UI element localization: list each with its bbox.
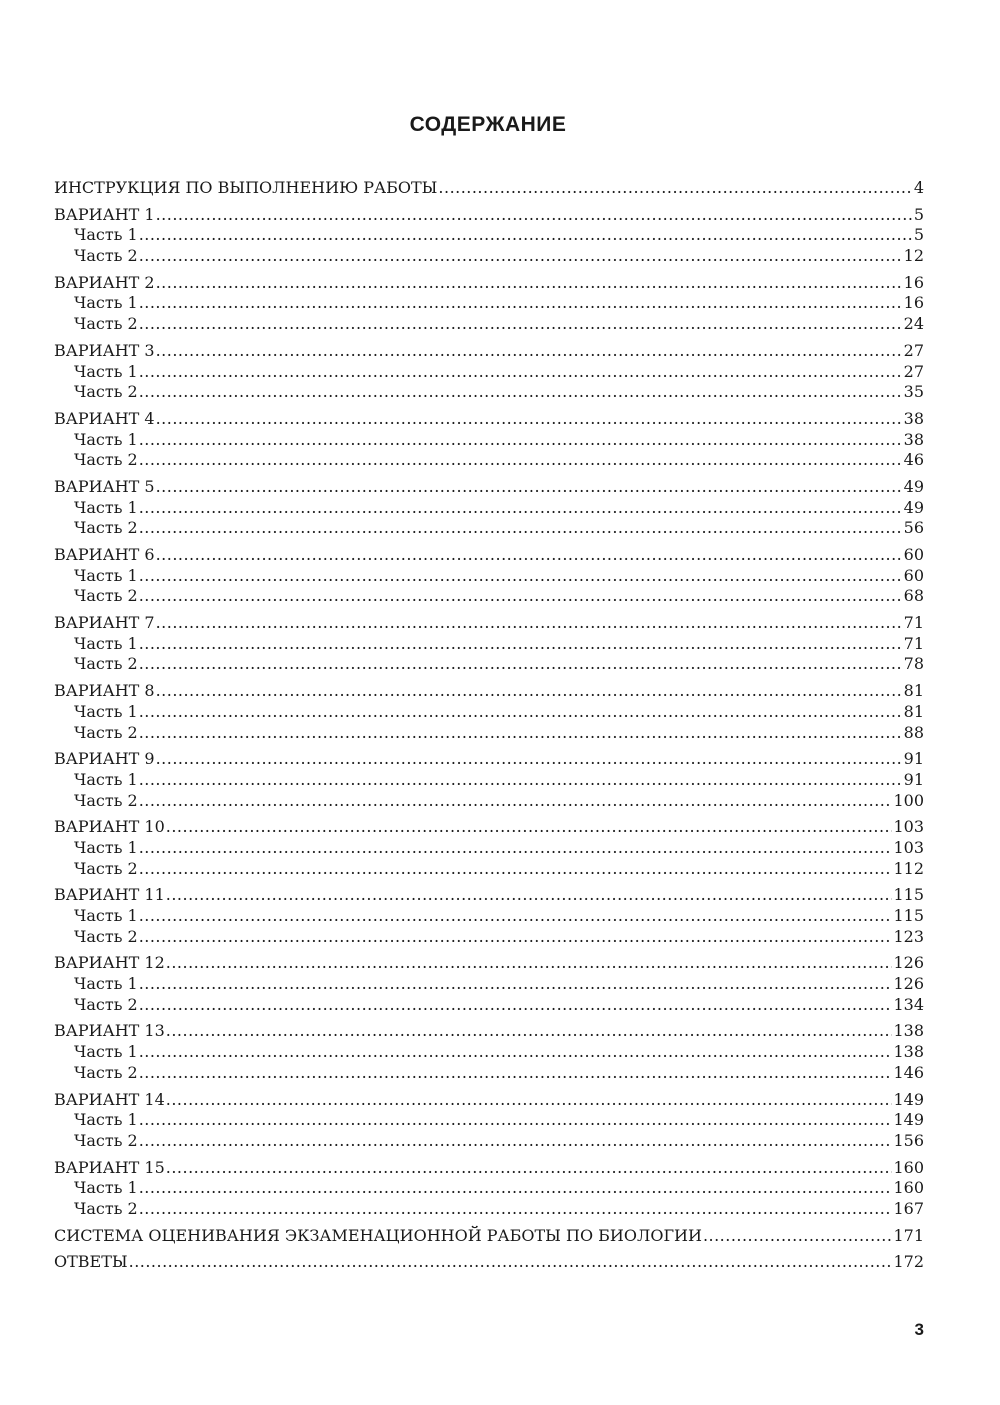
dot-leader [139,450,903,471]
toc-entry-page: 71 [903,613,924,633]
toc-entry-page: 35 [903,382,924,402]
toc-entry-label: ВАРИАНТ 14 [54,1089,165,1109]
dot-leader [139,566,903,587]
toc-entry-page: 46 [903,450,924,470]
toc-entry-page: 160 [893,1178,924,1198]
toc-entry-label: Часть 2 [74,1062,138,1082]
toc-entry-page: 126 [893,974,924,994]
toc-entry[interactable] [54,409,924,430]
toc-entry-label: Часть 1 [74,701,138,721]
dot-leader [139,225,913,246]
toc-entry-page: 146 [893,1062,924,1082]
dot-leader [139,723,903,744]
toc-entry-label: Часть 1 [74,1178,138,1198]
toc-entry-page: 112 [893,858,924,878]
toc-subentry[interactable] [54,1042,924,1063]
toc-entry[interactable] [54,178,924,199]
toc-entry-label: ОТВЕТЫ [54,1252,128,1272]
dot-leader [166,953,893,974]
toc-entry[interactable] [54,1158,924,1179]
toc-entry[interactable] [54,613,924,634]
toc-entry-page: 27 [903,361,924,381]
toc-entry-label: ВАРИАНТ 4 [54,408,155,428]
toc-entry-page: 100 [893,790,924,810]
toc-entry-page: 16 [903,272,924,292]
toc-entry-label: Часть 1 [74,497,138,517]
toc-subentry[interactable] [54,634,924,655]
toc-entry-label: ВАРИАНТ 7 [54,613,155,633]
toc-entry-page: 88 [903,722,924,742]
toc-entry[interactable] [54,681,924,702]
toc-subentry[interactable] [54,518,924,539]
toc-subentry[interactable] [54,450,924,471]
toc-entry[interactable] [54,749,924,770]
toc-subentry[interactable] [54,362,924,383]
toc-subentry[interactable] [54,1199,924,1220]
toc-entry-label: ВАРИАНТ 12 [54,953,165,973]
dot-leader [139,362,903,383]
toc-entry-page: 16 [903,293,924,313]
toc-entry-label: Часть 2 [74,518,138,538]
toc-entry-page: 81 [903,681,924,701]
toc-entry-label: ИНСТРУКЦИЯ ПО ВЫПОЛНЕНИЮ РАБОТЫ [54,178,438,197]
toc-entry-label: Часть 1 [74,1110,138,1130]
toc-entry-page: 138 [893,1042,924,1062]
toc-entry-page: 149 [893,1089,924,1109]
toc-entry[interactable] [54,205,924,226]
toc-entry-page: 160 [893,1157,924,1177]
dot-leader [139,859,893,880]
dot-leader [703,1226,892,1247]
toc-entry-page: 149 [893,1110,924,1130]
dot-leader [139,1199,893,1220]
toc-entry-page: 115 [893,885,924,905]
toc-entry[interactable] [54,1021,924,1042]
toc-subentry[interactable] [54,1063,924,1084]
toc-entry-label: Часть 2 [74,382,138,402]
dot-leader [156,681,903,702]
toc-entry-page: 4 [913,178,924,197]
toc-entry-label: ВАРИАНТ 6 [54,545,155,564]
toc-subentry[interactable] [54,246,924,267]
dot-leader [156,409,903,430]
dot-leader [156,477,903,498]
dot-leader [139,927,893,948]
dot-leader [139,654,903,675]
dot-leader [139,586,903,607]
toc-entry-page: 103 [893,817,924,837]
toc-subentry[interactable] [54,225,924,246]
toc-entry-page: 49 [903,497,924,517]
toc-subentry[interactable] [54,974,924,995]
toc-entry-page: 56 [903,518,924,538]
toc-entry-label: Часть 2 [74,722,138,742]
toc-subentry[interactable] [54,382,924,403]
dot-leader [139,791,893,812]
dot-leader [166,1021,893,1042]
toc-entry-page: 12 [903,246,924,266]
toc-entry-page: 172 [893,1252,924,1272]
toc-entry-page: 49 [903,476,924,496]
toc-entry-label: Часть 1 [74,225,138,245]
toc-entry-label: ВАРИАНТ 3 [54,340,155,360]
toc-entry-label: ВАРИАНТ 10 [54,817,165,837]
dot-leader [139,1042,893,1063]
toc-entry[interactable] [54,817,924,838]
toc-entry-label: Часть 2 [74,858,138,878]
toc-entry-label: Часть 1 [74,361,138,381]
toc-subentry[interactable] [54,770,924,791]
toc-entry-page: 71 [903,633,924,653]
dot-leader [139,246,903,267]
toc-entry[interactable] [54,1252,924,1273]
toc-subentry[interactable] [54,702,924,723]
toc-entry-label: Часть 1 [74,906,138,925]
toc-subentry[interactable] [54,723,924,744]
dot-leader [139,634,903,655]
toc-entry-label: Часть 1 [74,293,138,313]
toc-entry-page: 38 [903,429,924,449]
toc-entry-label: Часть 2 [74,926,138,946]
dot-leader [139,293,903,314]
page-title: СОДЕРЖАНИЕ [409,113,567,136]
toc-entry-label: Часть 2 [74,314,138,334]
toc-subentry[interactable] [54,586,924,607]
toc-subentry[interactable] [54,995,924,1016]
toc-subentry[interactable] [54,838,924,859]
toc-subentry[interactable] [54,654,924,675]
toc-subentry[interactable] [54,859,924,880]
toc-entry-label: Часть 2 [74,246,138,266]
dot-leader [156,545,903,566]
toc-entry-page: 5 [913,225,924,245]
toc-entry-page: 38 [903,408,924,428]
toc-subentry[interactable] [54,1178,924,1199]
toc-entry-label: Часть 2 [74,450,138,470]
toc-entry-label: ВАРИАНТ 8 [54,681,155,701]
dot-leader [139,770,903,791]
toc-entry-page: 91 [903,749,924,769]
toc-entry-page: 126 [893,953,924,973]
toc-entry-page: 115 [893,906,924,925]
toc-subentry[interactable] [54,293,924,314]
toc-entry-label: ВАРИАНТ 5 [54,476,155,496]
toc-entry-label: Часть 2 [74,654,138,674]
toc-entry-label: Часть 2 [74,586,138,606]
toc-entry[interactable] [54,885,924,906]
toc-entry-label: ВАРИАНТ 11 [54,885,165,905]
toc-entry-label: Часть 1 [74,974,138,994]
dot-leader [156,749,903,770]
toc-entry-page: 81 [903,701,924,721]
toc-entry[interactable] [54,1226,924,1247]
toc-entry[interactable] [54,1090,924,1111]
dot-leader [139,906,893,927]
toc-entry-page: 78 [903,654,924,674]
dot-leader [139,974,893,995]
toc-entry[interactable] [54,477,924,498]
toc-subentry[interactable] [54,430,924,451]
toc-subentry[interactable] [54,1131,924,1152]
toc-entry-page: 27 [903,340,924,360]
toc-entry-page: 60 [903,545,924,564]
toc-entry-label: Часть 2 [74,1130,138,1150]
dot-leader [139,702,903,723]
toc-entry-label: Часть 1 [74,837,138,857]
toc-entry-label: ВАРИАНТ 9 [54,749,155,769]
dot-leader [156,341,903,362]
toc-entry[interactable] [54,341,924,362]
toc-entry-page: 103 [893,837,924,857]
dot-leader [438,178,912,199]
toc-entry-page: 123 [893,926,924,946]
dot-leader [166,885,893,906]
toc-subentry[interactable] [54,498,924,519]
toc-entry-label: Часть 1 [74,1042,138,1062]
dot-leader [166,817,893,838]
toc-entry-label: ВАРИАНТ 15 [54,1157,165,1177]
toc-entry-page: 5 [913,204,924,224]
toc-entry-page: 60 [903,565,924,585]
dot-leader [139,1063,893,1084]
toc-subentry[interactable] [54,791,924,812]
toc-subentry[interactable] [54,1110,924,1131]
dot-leader [156,205,913,226]
toc-entry-page: 138 [893,1021,924,1041]
toc-entry-label: Часть 1 [74,633,138,653]
dot-leader [139,314,903,335]
dot-leader [166,1158,893,1179]
toc-entry-page: 171 [893,1225,924,1245]
table-of-contents [54,178,924,1273]
dot-leader [139,838,893,859]
toc-entry-label: ВАРИАНТ 1 [54,204,155,224]
toc-entry[interactable] [54,545,924,566]
toc-entry-label: Часть 1 [74,429,138,449]
dot-leader [166,1090,893,1111]
toc-entry-page: 68 [903,586,924,606]
toc-entry-label: ВАРИАНТ 2 [54,272,155,292]
toc-entry-label: Часть 2 [74,994,138,1014]
page-number: 3 [914,1320,924,1339]
toc-entry-page: 156 [893,1130,924,1150]
toc-subentry[interactable] [54,927,924,948]
toc-entry-label: Часть 1 [74,565,138,585]
toc-subentry[interactable] [54,566,924,587]
toc-entry-page: 91 [903,769,924,789]
toc-entry-label: Часть 1 [74,769,138,789]
toc-subentry[interactable] [54,906,924,927]
toc-entry-page: 24 [903,314,924,334]
dot-leader [156,613,903,634]
dot-leader [139,430,903,451]
toc-entry[interactable] [54,953,924,974]
toc-entry-label: Часть 2 [74,790,138,810]
toc-entry-label: ВАРИАНТ 13 [54,1021,165,1041]
toc-entry[interactable] [54,273,924,294]
dot-leader [139,498,903,519]
dot-leader [139,1110,893,1131]
dot-leader [139,382,903,403]
dot-leader [139,1178,893,1199]
toc-entry-label: СИСТЕМА ОЦЕНИВАНИЯ ЭКЗАМЕНАЦИОННОЙ РАБОТЫ ПО БИОЛОГИИ [54,1225,702,1245]
dot-leader [139,518,903,539]
toc-entry-label: Часть 2 [74,1198,138,1218]
toc-entry-page: 167 [893,1198,924,1218]
dot-leader [139,1131,893,1152]
toc-entry-page: 134 [893,994,924,1014]
dot-leader [139,995,893,1016]
toc-subentry[interactable] [54,314,924,335]
dot-leader [156,273,903,294]
dot-leader [129,1252,893,1273]
